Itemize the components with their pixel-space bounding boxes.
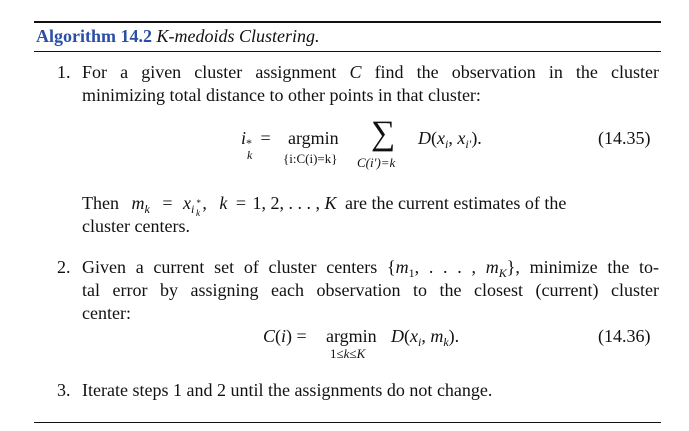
argmin-operator-2: argmin	[326, 326, 377, 346]
argmin-subscript-2: 1≤k≤K	[330, 346, 366, 361]
step2-line1: Given a current set of cluster centers {$m_1$, . . . , $m_K$}, minimize the to-	[82, 257, 660, 280]
step3-number: 3.	[57, 380, 71, 400]
equation-14-35: i * k =	[241, 128, 271, 162]
step2-line2: tal error by assigning each observation to the closest (current) cluster	[82, 280, 659, 300]
step1-then-line2: cluster centers.	[82, 216, 190, 236]
step2-line3: center:	[82, 303, 131, 323]
step1-then-line: Then $m_k$ = xi * k , k = 1, 2, . . . , K are the current estimates of the	[82, 193, 567, 218]
title-rule	[34, 51, 661, 52]
algorithm-title	[36, 26, 320, 47]
step1-number: 1.	[57, 62, 71, 82]
top-rule	[34, 21, 661, 23]
sum-operator: ∑	[371, 115, 396, 152]
distance-term-2: $D(x_i$, $m_k$).	[391, 326, 460, 349]
equation-number-14-36: (14.36)	[598, 326, 651, 346]
distance-term: $D(x_i$, $x_{i'}$).	[418, 128, 482, 151]
argmin-subscript: {i:C(i)=k}	[283, 151, 338, 166]
step2-number: 2.	[57, 257, 71, 277]
argmin-operator: argmin	[288, 128, 339, 148]
bottom-rule	[34, 422, 661, 423]
algorithm-name: K-medoids Clustering.	[156, 26, 320, 46]
equation-14-36: C(i) =	[263, 326, 307, 346]
equation-number-14-35: (14.35)	[598, 128, 651, 148]
step1-line1: For a given cluster assignment C find the observation in the cluster	[82, 62, 659, 82]
step3-line1: Iterate steps 1 and 2 until the assignments do not change.	[82, 380, 493, 400]
algorithm-label: Algorithm 14.2	[36, 26, 152, 46]
sum-subscript: C(i′)=k	[357, 155, 396, 170]
step1-line2: minimizing total distance to other points in that cluster:	[82, 85, 481, 105]
